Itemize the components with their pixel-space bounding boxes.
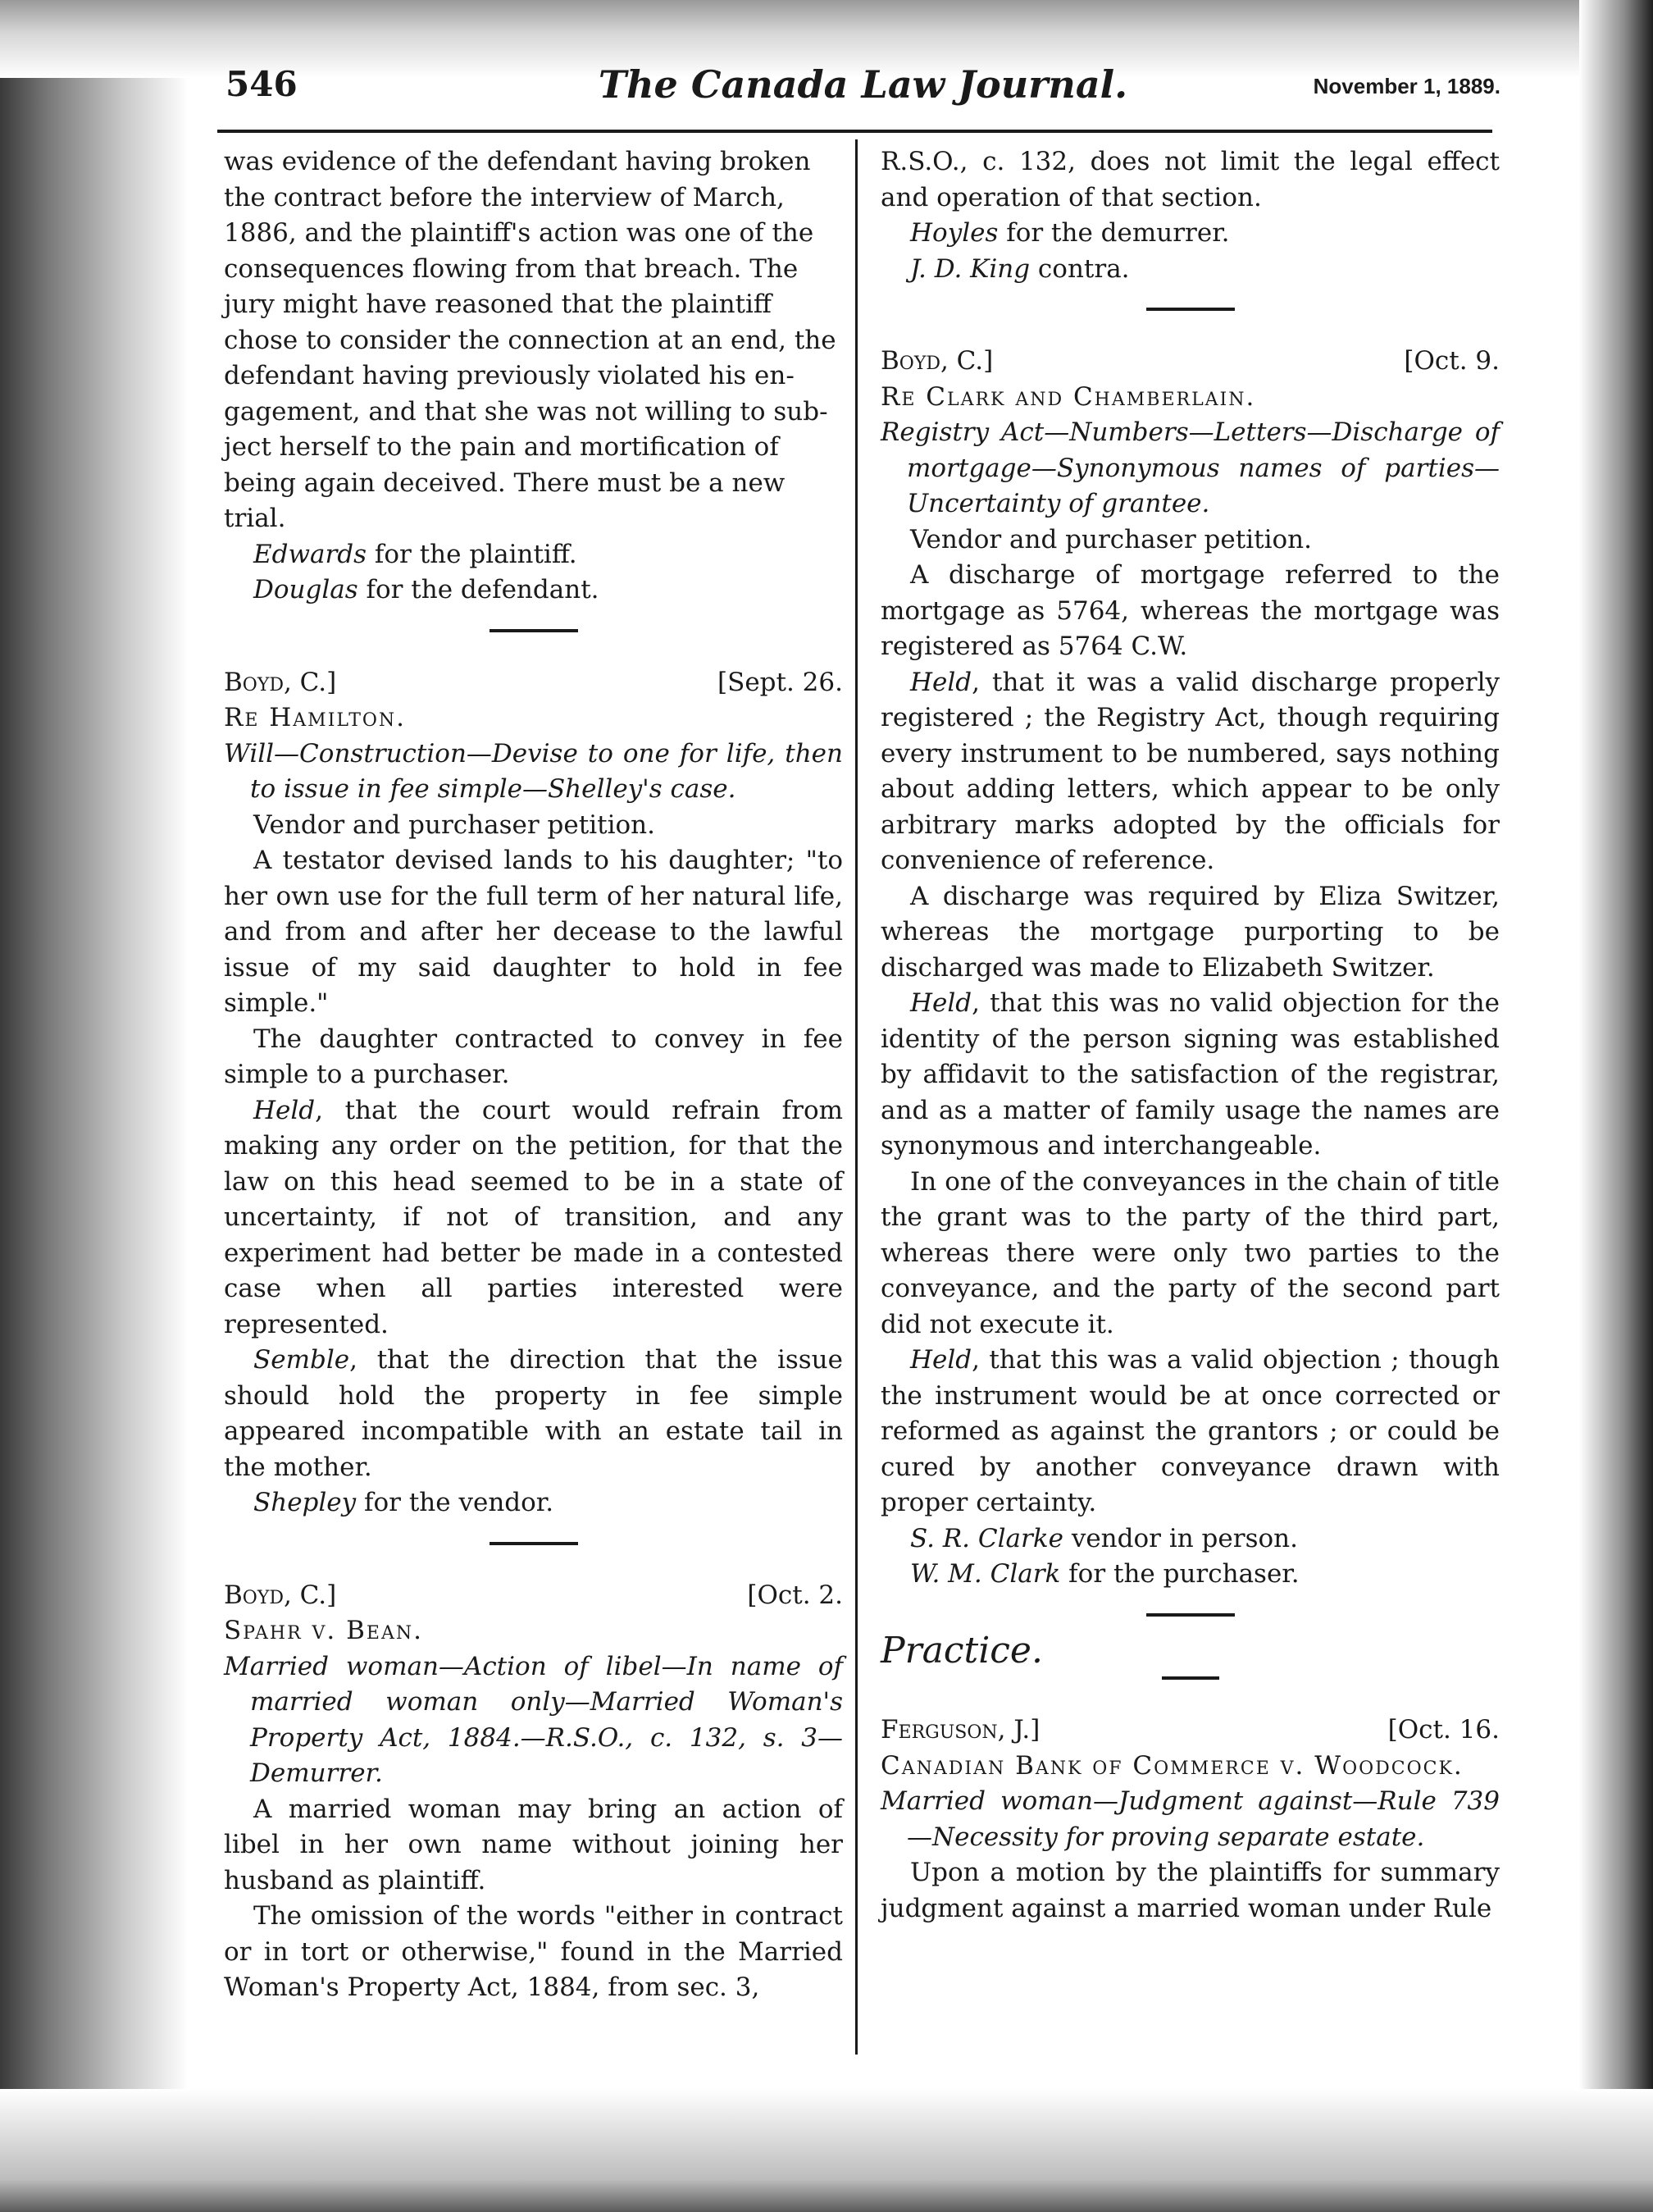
held-label: Held xyxy=(910,667,972,697)
case-headnote: Married woman—Judgment against—Rule 739—Necessity for proving separate estate. xyxy=(881,1786,1500,1852)
held-paragraph xyxy=(881,1343,1500,1521)
counsel-role: for the demurrer. xyxy=(998,218,1230,248)
left-column xyxy=(224,144,843,2006)
petition-line: Vendor and purchaser petition. xyxy=(910,524,1312,554)
body-paragraph: The daughter contracted to convey in fee simple to a purchaser. xyxy=(224,1024,843,1089)
counsel-line xyxy=(881,216,1500,252)
scan-edge-right xyxy=(1579,0,1653,2212)
counsel-name: Shepley xyxy=(253,1488,357,1517)
case-title: Re Hamilton. xyxy=(224,703,407,732)
counsel-role: for the defendant. xyxy=(357,575,599,604)
held-text: , that the court would refrain from making any order on the petition, for that the law on this head seemed to be in a state of uncertainty, if not of transition, and any experiment had better be made in a contested case when all parties interested were represented. xyxy=(224,1095,843,1339)
case-heading xyxy=(224,1578,843,1614)
body-paragraph: Upon a motion by the plaintiffs for summary judgment against a married woman under Rule xyxy=(881,1858,1500,1923)
counsel-name: W. M. Clark xyxy=(910,1559,1061,1589)
body-paragraph: A discharge was required by Eliza Switzer, whereas the mortgage purporting to be discharged was made to Elizabeth Switzer. xyxy=(881,881,1500,983)
case-date: [Oct. 2. xyxy=(747,1580,843,1610)
counsel-line xyxy=(224,572,843,609)
counsel-line xyxy=(881,1521,1500,1558)
body-paragraph: In one of the conveyances in the chain of title the grant was to the party of the third part, whereas there were only two parties to the conveyance, and the party of the second part did not execute it. xyxy=(881,1166,1500,1339)
counsel-role: for the vendor. xyxy=(356,1488,554,1517)
opening-line: being again deceived. There must be a new xyxy=(224,467,786,498)
counsel-name: Hoyles xyxy=(910,218,999,248)
counsel-role: for the purchaser. xyxy=(1060,1559,1300,1589)
counsel-name: Edwards xyxy=(253,539,367,569)
case-judge: Boyd, C.] xyxy=(881,346,994,376)
page-number: 546 xyxy=(225,64,298,104)
case-headnote: Registry Act—Numbers—Letters—Discharge of mortgage—Synonymous names of parties—Uncertainty of grantee. xyxy=(881,417,1500,518)
column-divider xyxy=(855,139,858,2055)
semble-paragraph xyxy=(224,1343,843,1485)
case-title: Re Clark and Chamberlain. xyxy=(881,381,1256,412)
section-title-practice: Practice. xyxy=(881,1629,1043,1672)
section-rule xyxy=(490,1542,578,1545)
case-date: [Oct. 9. xyxy=(1404,346,1500,376)
page-header xyxy=(225,64,1500,113)
scan-edge-left xyxy=(0,0,189,2212)
case-date: [Sept. 26. xyxy=(717,667,843,697)
held-paragraph xyxy=(224,1093,843,1343)
opening-line: chose to consider the connection at an end, the xyxy=(224,325,836,355)
held-text: , that it was a valid discharge properly registered ; the Registry Act, though requiring every instrument to be numbered, says nothing about adding letters, which appear to be only arbitrary marks adopted by the officials for convenience of reference. xyxy=(881,667,1500,875)
counsel-line xyxy=(224,1485,843,1521)
case-heading xyxy=(881,344,1500,380)
body-paragraph: A married woman may bring an action of libel in her own name without joining her husband as plaintiff. xyxy=(224,1794,843,1895)
opening-line: trial. xyxy=(224,504,286,533)
opening-line: jury might have reasoned that the plaintiff xyxy=(224,290,772,319)
counsel-line xyxy=(224,537,843,573)
case-judge: Boyd, C.] xyxy=(224,1580,337,1610)
scan-edge-bottom xyxy=(0,2089,1653,2212)
petition-line: Vendor and purchaser petition. xyxy=(253,810,655,840)
counsel-line xyxy=(881,1557,1500,1593)
issue-date: November 1, 1889. xyxy=(1313,74,1500,98)
case-title: Canadian Bank of Commerce v. Woodcock. xyxy=(881,1750,1464,1781)
held-label: Held xyxy=(253,1095,316,1125)
section-rule xyxy=(490,629,578,632)
held-label: Held xyxy=(910,1345,972,1375)
case-heading xyxy=(224,665,843,701)
counsel-line xyxy=(881,252,1500,288)
counsel-role: for the plaintiff. xyxy=(367,539,577,569)
held-paragraph xyxy=(881,665,1500,879)
header-rule xyxy=(217,130,1492,133)
semble-label: Semble xyxy=(253,1345,350,1375)
body-paragraph: A testator devised lands to his daughter; "to her own use for the full term of her natural life, and from and after her decease to the lawful issue of my said daughter to hold in fee simple." xyxy=(224,846,843,1018)
continued-paragraph: R.S.O., c. 132, does not limit the legal effect and operation of that section. xyxy=(881,147,1500,212)
case-headnote: Will—Construction—Devise to one for life, then to issue in fee simple—Shelley's case. xyxy=(224,738,843,804)
counsel-role: contra. xyxy=(1030,253,1130,284)
opening-line: ject herself to the pain and mortification of xyxy=(224,432,779,462)
counsel-role: vendor in person. xyxy=(1063,1523,1298,1553)
body-paragraph: The omission of the words "either in contract or in tort or otherwise," found in the Married Woman's Property Act, 1884, from sec. 3, xyxy=(224,1901,843,2002)
body-paragraph: A discharge of mortgage referred to the mortgage as 5764, whereas the mortgage was registered as 5764 C.W. xyxy=(881,560,1500,661)
case-heading xyxy=(881,1713,1500,1749)
journal-title: The Canada Law Journal. xyxy=(598,62,1128,107)
opening-line: consequences flowing from that breach. The xyxy=(224,253,799,284)
semble-text: , that the direction that the issue should hold the property in fee simple appeared incompatible with an estate tail in the mother. xyxy=(224,1345,843,1482)
case-date: [Oct. 16. xyxy=(1387,1715,1500,1745)
section-rule xyxy=(1162,1676,1219,1680)
case-headnote: Married woman—Action of libel—In name of married woman only—Married Woman's Property Act, 1884.—R.S.O., c. 132, s. 3—Demurrer. xyxy=(224,1651,843,1788)
counsel-name: J. D. King xyxy=(910,253,1031,284)
opening-line: gagement, and that she was not willing to sub- xyxy=(224,396,828,426)
counsel-name: S. R. Clarke xyxy=(910,1523,1063,1553)
opening-line: the contract before the interview of March, xyxy=(224,182,785,212)
case-title: Spahr v. Bean. xyxy=(224,1616,423,1645)
opening-line: 1886, and the plaintiff's action was one of the xyxy=(224,218,814,248)
held-paragraph xyxy=(881,986,1500,1165)
counsel-name: Douglas xyxy=(253,575,358,604)
opening-line: defendant having previously violated his en- xyxy=(224,361,795,390)
opening-line: was evidence of the defendant having broken xyxy=(224,147,811,176)
section-rule xyxy=(1146,1613,1235,1617)
case-judge: Boyd, C.] xyxy=(224,667,337,697)
held-text: , that this was no valid objection for the identity of the person signing was established by affidavit to the satisfaction of the registrar, and as a matter of family usage the names are synonymous and interchangeable. xyxy=(881,988,1500,1161)
section-rule xyxy=(1146,308,1235,311)
case-judge: Ferguson, J.] xyxy=(881,1715,1041,1745)
right-column xyxy=(881,144,1500,1927)
held-label: Held xyxy=(910,988,972,1018)
held-text: , that this was a valid objection ; though the instrument would be at once corrected or reformed as against the grantors ; or could be cured by another conveyance drawn with proper certainty. xyxy=(881,1345,1500,1517)
